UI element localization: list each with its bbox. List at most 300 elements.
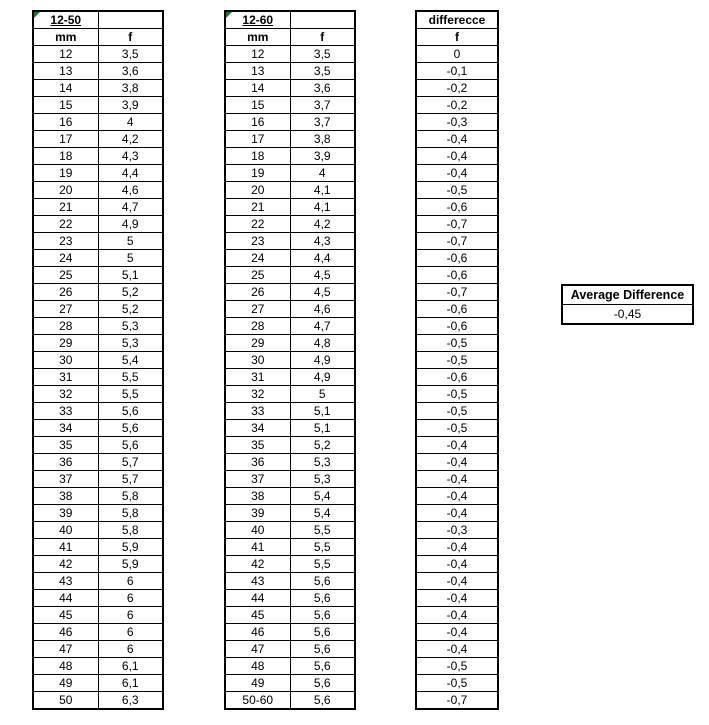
cell-f[interactable]: 4,1 — [290, 182, 355, 199]
column-header-f[interactable]: f — [290, 29, 355, 46]
cell-mm[interactable]: 48 — [225, 658, 290, 675]
cell-mm[interactable]: 15 — [33, 97, 98, 114]
table-row — [225, 641, 355, 658]
table-row — [416, 539, 498, 556]
column-header-f[interactable]: f — [98, 29, 163, 46]
average-value-row — [562, 305, 693, 325]
cell-mm[interactable]: 33 — [225, 403, 290, 420]
cell-mm[interactable]: 43 — [225, 573, 290, 590]
cell-mm[interactable]: 49 — [225, 675, 290, 692]
table-row — [225, 46, 355, 63]
table-header-row — [33, 29, 163, 46]
table-row — [225, 233, 355, 250]
cell-difference[interactable]: -0,5 — [416, 403, 498, 420]
cell-mm[interactable]: 35 — [225, 437, 290, 454]
table-row — [33, 216, 163, 233]
cell-f[interactable]: 4,5 — [290, 267, 355, 284]
cell-mm[interactable]: 36 — [33, 454, 98, 471]
cell-difference[interactable]: -0,6 — [416, 250, 498, 267]
table-row — [225, 607, 355, 624]
cell-difference[interactable]: -0,4 — [416, 641, 498, 658]
table-row — [416, 624, 498, 641]
table-row — [416, 318, 498, 335]
cell-mm[interactable]: 46 — [225, 624, 290, 641]
cell-difference[interactable]: -0,6 — [416, 301, 498, 318]
cell-f[interactable]: 3,9 — [98, 97, 163, 114]
cell-mm[interactable]: 40 — [225, 522, 290, 539]
cell-mm[interactable]: 37 — [225, 471, 290, 488]
table-row — [416, 522, 498, 539]
cell-f[interactable]: 5,5 — [98, 386, 163, 403]
cell-f[interactable]: 4,2 — [98, 131, 163, 148]
table-row — [33, 573, 163, 590]
table-row — [225, 165, 355, 182]
cell-mm[interactable]: 48 — [33, 658, 98, 675]
cell-difference[interactable]: -0,5 — [416, 675, 498, 692]
cell-difference[interactable]: -0,6 — [416, 267, 498, 284]
table-row — [416, 80, 498, 97]
table-row — [416, 590, 498, 607]
table-row — [416, 607, 498, 624]
table-row — [416, 131, 498, 148]
cell-f[interactable]: 6 — [98, 573, 163, 590]
cell-difference[interactable]: -0,4 — [416, 607, 498, 624]
cell-mm[interactable]: 21 — [33, 199, 98, 216]
cell-mm[interactable]: 32 — [225, 386, 290, 403]
table-row — [225, 437, 355, 454]
cell-f[interactable]: 5,9 — [98, 539, 163, 556]
cell-difference[interactable]: -0,4 — [416, 148, 498, 165]
cell-mm[interactable]: 46 — [33, 624, 98, 641]
table-row — [225, 335, 355, 352]
cell-f[interactable]: 5,6 — [290, 658, 355, 675]
table-row — [416, 97, 498, 114]
table-row — [33, 658, 163, 675]
table-row — [33, 471, 163, 488]
table-title-row — [33, 11, 163, 29]
table-row — [33, 505, 163, 522]
cell-mm[interactable]: 44 — [225, 590, 290, 607]
table-title[interactable]: 12-50 — [33, 11, 98, 29]
cell-f[interactable]: 5,8 — [98, 505, 163, 522]
cell-difference[interactable]: -0,5 — [416, 352, 498, 369]
cell-f[interactable]: 4,3 — [290, 233, 355, 250]
table-row — [33, 165, 163, 182]
table-row — [416, 284, 498, 301]
cell-f[interactable]: 3,9 — [290, 148, 355, 165]
cell-f[interactable]: 3,8 — [98, 80, 163, 97]
cell-f[interactable]: 3,6 — [290, 80, 355, 97]
cell-mm[interactable]: 26 — [225, 284, 290, 301]
table-row — [416, 573, 498, 590]
table-row — [33, 148, 163, 165]
cell-mm[interactable]: 37 — [33, 471, 98, 488]
cell-mm[interactable]: 42 — [33, 556, 98, 573]
cell-f[interactable]: 4,4 — [98, 165, 163, 182]
cell-mm[interactable]: 18 — [33, 148, 98, 165]
table-row — [225, 131, 355, 148]
table-row — [225, 369, 355, 386]
cell-f[interactable]: 6,1 — [98, 658, 163, 675]
table-row — [416, 420, 498, 437]
cell-difference[interactable]: -0,5 — [416, 386, 498, 403]
cell-difference[interactable]: -0,7 — [416, 233, 498, 250]
table-row — [225, 97, 355, 114]
cell-mm[interactable]: 16 — [33, 114, 98, 131]
cell-f[interactable]: 6,1 — [98, 675, 163, 692]
table-row — [416, 675, 498, 692]
cell-mm[interactable]: 17 — [225, 131, 290, 148]
table-row — [33, 97, 163, 114]
cell-f[interactable]: 3,8 — [290, 131, 355, 148]
table-row — [33, 46, 163, 63]
cell-f[interactable]: 4,8 — [290, 335, 355, 352]
table-row — [33, 692, 163, 710]
cell-mm[interactable]: 41 — [33, 539, 98, 556]
cell-f[interactable]: 5,9 — [98, 556, 163, 573]
cell-mm[interactable]: 22 — [225, 216, 290, 233]
cell-f[interactable]: 5,8 — [98, 522, 163, 539]
cell-f[interactable]: 4,7 — [290, 318, 355, 335]
table-row — [416, 386, 498, 403]
table-row — [225, 675, 355, 692]
cell-f[interactable]: 4,6 — [290, 301, 355, 318]
column-header-mm[interactable]: mm — [33, 29, 98, 46]
cell-f[interactable]: 4,7 — [98, 199, 163, 216]
cell-difference[interactable]: -0,5 — [416, 335, 498, 352]
cell-f[interactable]: 5,5 — [290, 556, 355, 573]
cell-f[interactable]: 5 — [98, 250, 163, 267]
cell-f[interactable]: 6,3 — [98, 692, 163, 710]
cell-mm[interactable]: 45 — [33, 607, 98, 624]
table-row — [225, 573, 355, 590]
table-row — [416, 335, 498, 352]
cell-f[interactable]: 5,7 — [98, 471, 163, 488]
cell-mm[interactable]: 20 — [225, 182, 290, 199]
cell-f[interactable]: 5,5 — [98, 369, 163, 386]
cell-difference[interactable]: -0,5 — [416, 420, 498, 437]
cell-mm[interactable]: 27 — [33, 301, 98, 318]
table-row — [225, 199, 355, 216]
cell-f[interactable]: 3,7 — [290, 97, 355, 114]
cell-f[interactable]: 5,4 — [98, 352, 163, 369]
table-row — [33, 403, 163, 420]
table-row — [33, 539, 163, 556]
cell-f[interactable]: 5,4 — [290, 505, 355, 522]
cell-f[interactable]: 5,6 — [98, 437, 163, 454]
cell-mm[interactable]: 13 — [225, 63, 290, 80]
cell-mm[interactable]: 23 — [33, 233, 98, 250]
cell-f[interactable]: 5,6 — [290, 675, 355, 692]
table-row — [33, 675, 163, 692]
cell-f[interactable]: 6 — [98, 607, 163, 624]
cell-f[interactable]: 4,9 — [98, 216, 163, 233]
cell-difference[interactable]: -0,7 — [416, 216, 498, 233]
cell-difference[interactable]: -0,4 — [416, 165, 498, 182]
cell-f[interactable]: 4,5 — [290, 284, 355, 301]
cell-mm[interactable]: 14 — [225, 80, 290, 97]
table-row — [416, 199, 498, 216]
cell-mm[interactable]: 47 — [225, 641, 290, 658]
cell-f[interactable]: 5,6 — [290, 624, 355, 641]
table-row — [416, 692, 498, 710]
cell-mm[interactable]: 15 — [225, 97, 290, 114]
cell-mm[interactable]: 20 — [33, 182, 98, 199]
table-row — [416, 301, 498, 318]
table-row — [416, 46, 498, 63]
cell-f[interactable]: 5,6 — [290, 607, 355, 624]
cell-mm[interactable]: 34 — [225, 420, 290, 437]
cell-f[interactable]: 5,6 — [290, 692, 355, 710]
cell-mm[interactable]: 34 — [33, 420, 98, 437]
cell-mm[interactable]: 26 — [33, 284, 98, 301]
cell-mm[interactable]: 28 — [225, 318, 290, 335]
cell-difference[interactable]: -0,7 — [416, 284, 498, 301]
cell-f[interactable]: 4,9 — [290, 369, 355, 386]
table-row — [416, 114, 498, 131]
table-row — [225, 352, 355, 369]
cell-difference[interactable]: -0,4 — [416, 590, 498, 607]
cell-mm[interactable]: 47 — [33, 641, 98, 658]
cell-f[interactable]: 4,6 — [98, 182, 163, 199]
cell-f[interactable]: 5 — [98, 233, 163, 250]
cell-f[interactable]: 5,6 — [290, 641, 355, 658]
cell-difference[interactable]: -0,4 — [416, 454, 498, 471]
cell-f[interactable]: 5,1 — [290, 403, 355, 420]
cell-f[interactable]: 3,5 — [290, 46, 355, 63]
cell-difference[interactable]: -0,5 — [416, 182, 498, 199]
cell-difference[interactable]: -0,2 — [416, 80, 498, 97]
table-row — [225, 267, 355, 284]
cell-f[interactable]: 5,6 — [98, 420, 163, 437]
cell-mm[interactable]: 17 — [33, 131, 98, 148]
table-row — [416, 369, 498, 386]
cell-mm[interactable]: 28 — [33, 318, 98, 335]
cell-mm[interactable]: 24 — [33, 250, 98, 267]
table-row — [225, 454, 355, 471]
cell-mm[interactable]: 30 — [33, 352, 98, 369]
cell-difference[interactable]: -0,4 — [416, 573, 498, 590]
cell-mm[interactable]: 33 — [33, 403, 98, 420]
cell-mm[interactable]: 23 — [225, 233, 290, 250]
cell-f[interactable]: 5,3 — [98, 335, 163, 352]
cell-f[interactable]: 4 — [98, 114, 163, 131]
table-difference — [415, 10, 499, 710]
table-row — [33, 301, 163, 318]
cell-mm[interactable]: 50 — [33, 692, 98, 710]
cell-mm[interactable]: 42 — [225, 556, 290, 573]
table-row — [225, 624, 355, 641]
table-row — [416, 641, 498, 658]
cell-mm[interactable]: 19 — [225, 165, 290, 182]
cell-f[interactable]: 5,3 — [98, 318, 163, 335]
average-value[interactable]: -0,45 — [562, 305, 693, 325]
cell-f[interactable]: 3,6 — [98, 63, 163, 80]
table-row — [33, 590, 163, 607]
table-row — [416, 471, 498, 488]
cell-difference[interactable]: -0,7 — [416, 692, 498, 710]
table-row — [225, 590, 355, 607]
cell-mm[interactable]: 27 — [225, 301, 290, 318]
table-title[interactable]: differecce — [416, 11, 498, 29]
cell-f[interactable]: 5,5 — [290, 522, 355, 539]
table-row — [416, 216, 498, 233]
cell-difference[interactable]: -0,6 — [416, 199, 498, 216]
table-title[interactable]: 12-60 — [225, 11, 290, 29]
cell-mm[interactable]: 43 — [33, 573, 98, 590]
cell-mm[interactable]: 38 — [33, 488, 98, 505]
cell-mm[interactable]: 39 — [33, 505, 98, 522]
average-title-row — [562, 285, 693, 305]
table-row — [33, 369, 163, 386]
cell-f[interactable]: 4,2 — [290, 216, 355, 233]
table-row — [33, 267, 163, 284]
cell-difference[interactable]: -0,3 — [416, 114, 498, 131]
cell-f[interactable]: 5,4 — [290, 488, 355, 505]
cell-f[interactable]: 3,5 — [290, 63, 355, 80]
cell-mm[interactable]: 38 — [225, 488, 290, 505]
table-row — [225, 386, 355, 403]
cell-mm[interactable]: 24 — [225, 250, 290, 267]
cell-mm[interactable]: 30 — [225, 352, 290, 369]
cell-f[interactable]: 5,6 — [98, 403, 163, 420]
table-row — [225, 505, 355, 522]
cell-mm[interactable]: 40 — [33, 522, 98, 539]
table-row — [33, 352, 163, 369]
cell-mm[interactable]: 50-60 — [225, 692, 290, 710]
cell-mm[interactable]: 12 — [33, 46, 98, 63]
cell-f[interactable]: 4,3 — [98, 148, 163, 165]
cell-mm[interactable]: 39 — [225, 505, 290, 522]
cell-f[interactable]: 5,8 — [98, 488, 163, 505]
table-row — [225, 556, 355, 573]
cell-mm[interactable]: 45 — [225, 607, 290, 624]
average-title[interactable]: Average Difference — [562, 285, 693, 305]
cell-difference[interactable]: -0,4 — [416, 624, 498, 641]
cell-mm[interactable]: 49 — [33, 675, 98, 692]
cell-mm[interactable]: 44 — [33, 590, 98, 607]
table-12-60 — [224, 10, 356, 710]
cell-f[interactable]: 4 — [290, 165, 355, 182]
table-row — [416, 352, 498, 369]
empty-cell[interactable] — [98, 11, 163, 29]
cell-mm[interactable]: 25 — [225, 267, 290, 284]
cell-difference[interactable]: -0,6 — [416, 369, 498, 386]
cell-mm[interactable]: 18 — [225, 148, 290, 165]
cell-difference[interactable]: -0,4 — [416, 539, 498, 556]
cell-difference[interactable]: -0,4 — [416, 437, 498, 454]
table-row — [33, 250, 163, 267]
cell-f[interactable]: 6 — [98, 641, 163, 658]
cell-mm[interactable]: 21 — [225, 199, 290, 216]
table-row — [33, 454, 163, 471]
cell-f[interactable]: 5,3 — [290, 471, 355, 488]
cell-mm[interactable]: 16 — [225, 114, 290, 131]
cell-f[interactable]: 5,2 — [290, 437, 355, 454]
table-row — [225, 692, 355, 710]
cell-f[interactable]: 5,5 — [290, 539, 355, 556]
cell-f[interactable]: 6 — [98, 590, 163, 607]
cell-difference[interactable]: -0,4 — [416, 471, 498, 488]
cell-mm[interactable]: 14 — [33, 80, 98, 97]
column-header-mm[interactable]: mm — [225, 29, 290, 46]
cell-f[interactable]: 5 — [290, 386, 355, 403]
cell-mm[interactable]: 35 — [33, 437, 98, 454]
cell-difference[interactable]: -0,6 — [416, 318, 498, 335]
cell-mm[interactable]: 25 — [33, 267, 98, 284]
cell-f[interactable]: 5,6 — [290, 590, 355, 607]
cell-f[interactable]: 5,1 — [290, 420, 355, 437]
cell-mm[interactable]: 29 — [33, 335, 98, 352]
cell-f[interactable]: 5,1 — [98, 267, 163, 284]
cell-mm[interactable]: 29 — [225, 335, 290, 352]
table-title-row — [225, 11, 355, 29]
cell-mm[interactable]: 12 — [225, 46, 290, 63]
cell-mm[interactable]: 31 — [33, 369, 98, 386]
table-row — [225, 80, 355, 97]
cell-mm[interactable]: 19 — [33, 165, 98, 182]
cell-f[interactable]: 5,2 — [98, 284, 163, 301]
table-row — [225, 250, 355, 267]
table-row — [225, 420, 355, 437]
table-row — [416, 488, 498, 505]
cell-mm[interactable]: 36 — [225, 454, 290, 471]
cell-mm[interactable]: 41 — [225, 539, 290, 556]
cell-difference[interactable]: -0,4 — [416, 488, 498, 505]
cell-difference[interactable]: -0,3 — [416, 522, 498, 539]
cell-difference[interactable]: -0,4 — [416, 505, 498, 522]
cell-difference[interactable]: 0 — [416, 46, 498, 63]
cell-f[interactable]: 5,7 — [98, 454, 163, 471]
table-row — [33, 80, 163, 97]
table-row — [416, 454, 498, 471]
table-row — [33, 114, 163, 131]
table-row — [33, 488, 163, 505]
table-row — [225, 63, 355, 80]
table-row — [225, 148, 355, 165]
cell-difference[interactable]: -0,2 — [416, 97, 498, 114]
cell-mm[interactable]: 32 — [33, 386, 98, 403]
table-row — [416, 403, 498, 420]
cell-difference[interactable]: -0,5 — [416, 658, 498, 675]
table-row — [416, 556, 498, 573]
cell-mm[interactable]: 22 — [33, 216, 98, 233]
cell-mm[interactable]: 13 — [33, 63, 98, 80]
cell-difference[interactable]: -0,1 — [416, 63, 498, 80]
cell-f[interactable]: 3,7 — [290, 114, 355, 131]
cell-f[interactable]: 4,9 — [290, 352, 355, 369]
cell-f[interactable]: 5,2 — [98, 301, 163, 318]
empty-cell[interactable] — [290, 11, 355, 29]
table-row — [33, 556, 163, 573]
cell-mm[interactable]: 31 — [225, 369, 290, 386]
column-header-f[interactable]: f — [416, 29, 498, 46]
table-row — [225, 284, 355, 301]
cell-difference[interactable]: -0,4 — [416, 131, 498, 148]
cell-f[interactable]: 6 — [98, 624, 163, 641]
table-header-row — [416, 29, 498, 46]
table-row — [416, 63, 498, 80]
cell-f[interactable]: 4,1 — [290, 199, 355, 216]
table-row — [33, 63, 163, 80]
cell-f[interactable]: 5,6 — [290, 573, 355, 590]
table-row — [416, 267, 498, 284]
table-row — [225, 539, 355, 556]
cell-difference[interactable]: -0,4 — [416, 556, 498, 573]
cell-f[interactable]: 3,5 — [98, 46, 163, 63]
cell-f[interactable]: 4,4 — [290, 250, 355, 267]
cell-f[interactable]: 5,3 — [290, 454, 355, 471]
